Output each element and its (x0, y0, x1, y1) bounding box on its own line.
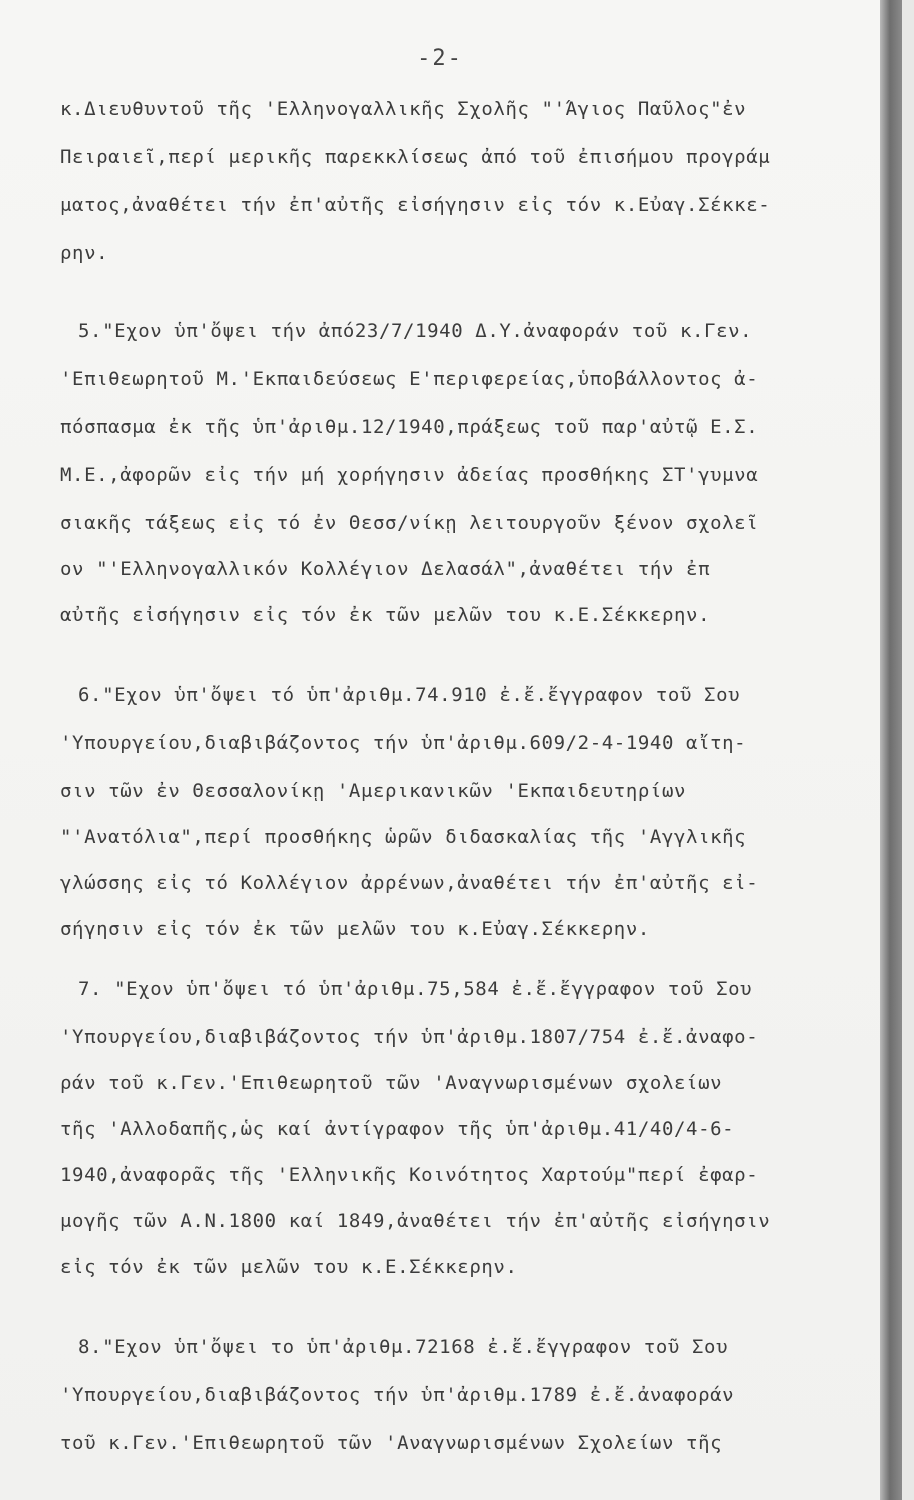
text-line: 6."Εχον ὑπ'ὄψει τό ὑπ'ἀριθμ.74.910 ἐ.ἔ.ἔγγραφον τοῦ Σου (78, 684, 741, 706)
text-line: εἰς τόν ἐκ τῶν μελῶν του κ.Ε.Σέκκερην. (60, 1256, 518, 1278)
text-line: σήγησιν εἰς τόν ἐκ τῶν μελῶν του κ.Εὐαγ.Σέκκερην. (60, 918, 650, 940)
text-line: 1940,ἀναφορᾶς τῆς 'Ελληνικῆς Κοινότητος Χαρτούμ"περί ἐφαρ- (60, 1164, 759, 1186)
page-binding-edge (880, 0, 902, 1500)
text-line: 7. "Εχον ὑπ'ὄψει τό ὑπ'ἀριθμ.75,584 ἐ.ἔ.ἔγγραφον τοῦ Σου (78, 978, 753, 1000)
text-line: ματος,ἀναθέτει τήν ἐπ'αὐτῆς εἰσήγησιν εἰς τόν κ.Εὐαγ.Σέκκε- (60, 194, 771, 216)
text-line: 'Επιθεωρητοῦ Μ.'Εκπαιδεύσεως Ε'περιφερείας,ὑποβάλλοντος ἀ- (60, 368, 759, 390)
text-line: κ.Διευθυντοῦ τῆς 'Ελληνογαλλικῆς Σχολῆς "'Άγιος Παῦλος"ἐν (60, 98, 747, 120)
text-line: τῆς 'Αλλοδαπῆς,ὡς καί ἀντίγραφον τῆς ὑπ'ἀριθμ.41/40/4-6- (60, 1118, 735, 1140)
text-line: Μ.Ε.,ἀφορῶν εἰς τήν μή χορήγησιν ἀδείας προσθήκης ΣΤ'γυμνα (60, 464, 759, 486)
page-number: -2- (417, 46, 463, 71)
text-line: 'Υπουργείου,διαβιβάζοντος τήν ὑπ'ἀριθμ.609/2-4-1940 αἴτη- (60, 732, 747, 754)
text-line: 8."Εχον ὑπ'ὄψει το ὑπ'ἀριθμ.72168 ἐ.ἔ.ἔγγραφον τοῦ Σου (78, 1336, 729, 1358)
text-line: 'Υπουργείου,διαβιβάζοντος τήν ὑπ'ἀριθμ.1789 ἐ.ἔ.ἀναφοράν (60, 1384, 735, 1406)
text-line: σιν τῶν ἐν Θεσσαλονίκῃ 'Αμερικανικῶν 'Εκπαιδευτηρίων (60, 780, 687, 802)
text-line: σιακῆς τάξεως εἰς τό ἐν Θεσσ/νίκῃ λειτουργοῦν ξένον σχολεῖ (60, 512, 759, 534)
text-line: Πειραιεῖ,περί μερικῆς παρεκκλίσεως ἀπό τοῦ ἐπισήμου προγράμ (60, 146, 771, 168)
text-line: ον "'Ελληνογαλλικόν Κολλέγιον Δελασάλ",ἀναθέτει τήν ἐπ (60, 558, 711, 580)
text-line: γλώσσης εἰς τό Κολλέγιον ἀρρένων,ἀναθέτει τήν ἐπ'αὐτῆς εἰ- (60, 872, 759, 894)
scan-border (902, 0, 914, 1500)
text-line: 'Υπουργείου,διαβιβάζοντος τήν ὑπ'ἀριθμ.1807/754 ἐ.ἔ.ἀναφο- (60, 1026, 759, 1048)
text-line: τοῦ κ.Γεν.'Επιθεωρητοῦ τῶν 'Αναγνωρισμένων Σχολείων τῆς (60, 1432, 723, 1454)
text-line: 5."Εχον ὑπ'ὄψει τήν ἀπό23/7/1940 Δ.Υ.ἀναφοράν τοῦ κ.Γεν. (78, 320, 753, 342)
text-line: ρην. (60, 242, 109, 264)
text-line: ράν τοῦ κ.Γεν.'Επιθεωρητοῦ τῶν 'Αναγνωρισμένων σχολείων (60, 1072, 723, 1094)
text-line: "'Ανατόλια",περί προσθήκης ὡρῶν διδασκαλίας τῆς 'Αγγλικῆς (60, 826, 747, 848)
text-line: αὐτῆς εἰσήγησιν εἰς τόν ἐκ τῶν μελῶν του κ.Ε.Σέκκερην. (60, 604, 711, 626)
text-line: πόσπασμα ἐκ τῆς ὑπ'ἀριθμ.12/1940,πράξεως τοῦ παρ'αὐτῷ Ε.Σ. (60, 416, 759, 438)
text-line: μογῆς τῶν Α.Ν.1800 καί 1849,ἀναθέτει τήν ἐπ'αὐτῆς εἰσήγησιν (60, 1210, 771, 1232)
